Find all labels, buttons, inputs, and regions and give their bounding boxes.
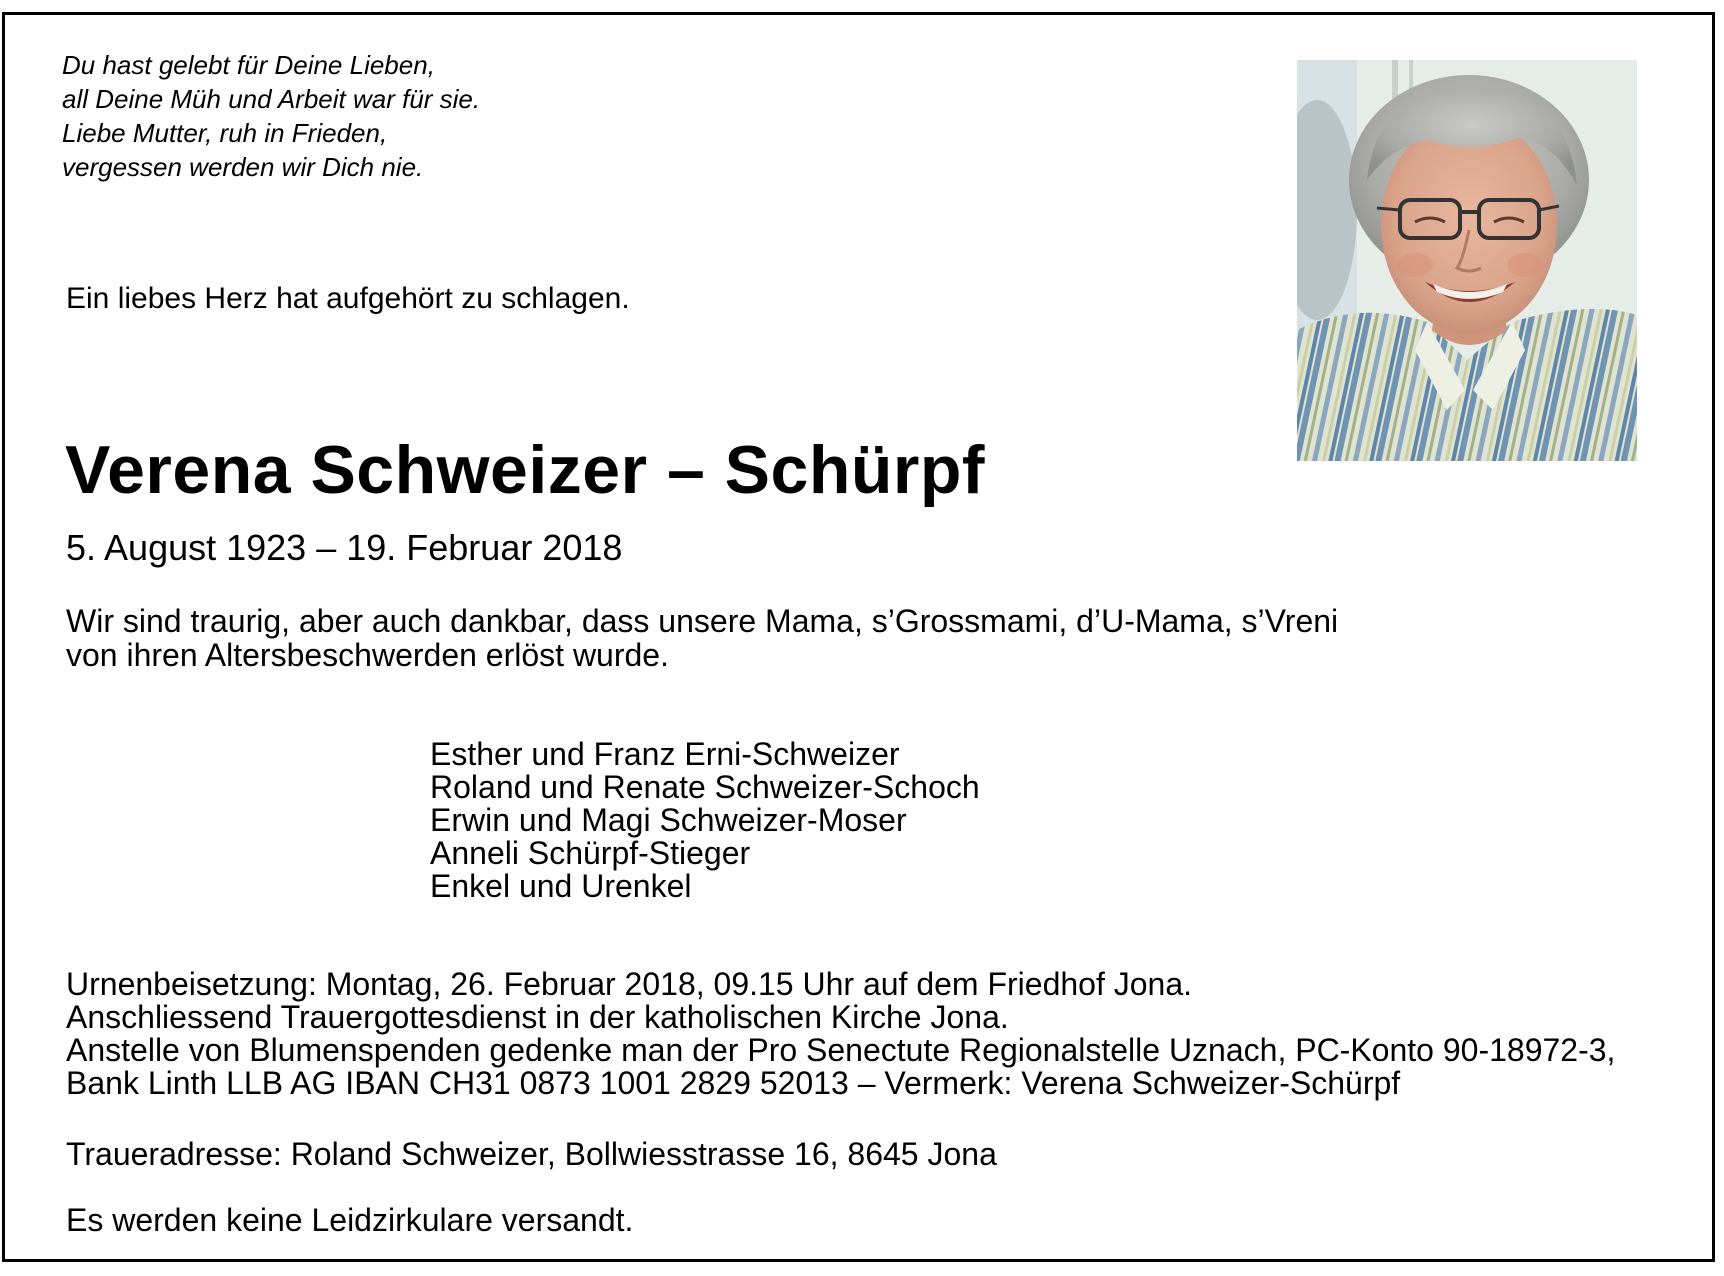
life-dates: 5. August 1923 – 19. Februar 2018: [66, 527, 623, 568]
mourner-entry: Roland und Renate Schweizer-Schoch: [430, 769, 980, 805]
memorial-poem: [62, 48, 480, 184]
poem-line: all Deine Müh und Arbeit war für sie.: [62, 84, 481, 114]
funeral-details: [66, 968, 1615, 1100]
details-line: Anschliessend Trauergottesdienst in der katholischen Kirche Jona.: [66, 999, 1009, 1035]
poem-line: vergessen werden wir Dich nie.: [62, 152, 424, 182]
poem-line: Du hast gelebt für Deine Lieben,: [62, 50, 435, 80]
mourner-entry: Erwin und Magi Schweizer-Moser: [430, 802, 907, 838]
details-line: Urnenbeisetzung: Montag, 26. Februar 2018, 09.15 Uhr auf dem Friedhof Jona.: [66, 966, 1193, 1002]
circular-notice: Es werden keine Leidzirkulare versandt.: [66, 1202, 634, 1238]
message-line: von ihren Altersbeschwerden erlöst wurde.: [66, 637, 669, 673]
details-line: Bank Linth LLB AG IBAN CH31 0873 1001 2829 52013 – Vermerk: Verena Schweizer-Schürpf: [66, 1065, 1401, 1101]
deceased-name: Verena Schweizer – Schürpf: [65, 432, 986, 508]
details-line: Anstelle von Blumenspenden gedenke man der Pro Senectute Regionalstelle Uznach, PC-Konto 90-18972-3,: [66, 1032, 1616, 1068]
mourner-entry: Anneli Schürpf-Stieger: [430, 835, 751, 871]
portrait-photo: [1297, 60, 1637, 461]
family-message: [66, 604, 1338, 672]
mourning-address: Traueradresse: Roland Schweizer, Bollwiesstrasse 16, 8645 Jona: [66, 1136, 997, 1172]
intro-text: Ein liebes Herz hat aufgehört zu schlagen.: [66, 282, 630, 315]
portrait-photo-icon: [1297, 60, 1637, 461]
mourner-entry: Enkel und Urenkel: [430, 868, 692, 904]
message-line: Wir sind traurig, aber auch dankbar, dass unsere Mama, s’Grossmami, d’U-Mama, s’Vreni: [66, 603, 1339, 639]
mourner-entry: Esther und Franz Erni-Schweizer: [430, 736, 900, 772]
poem-line: Liebe Mutter, ruh in Frieden,: [62, 118, 388, 148]
mourners-list: [430, 738, 980, 903]
